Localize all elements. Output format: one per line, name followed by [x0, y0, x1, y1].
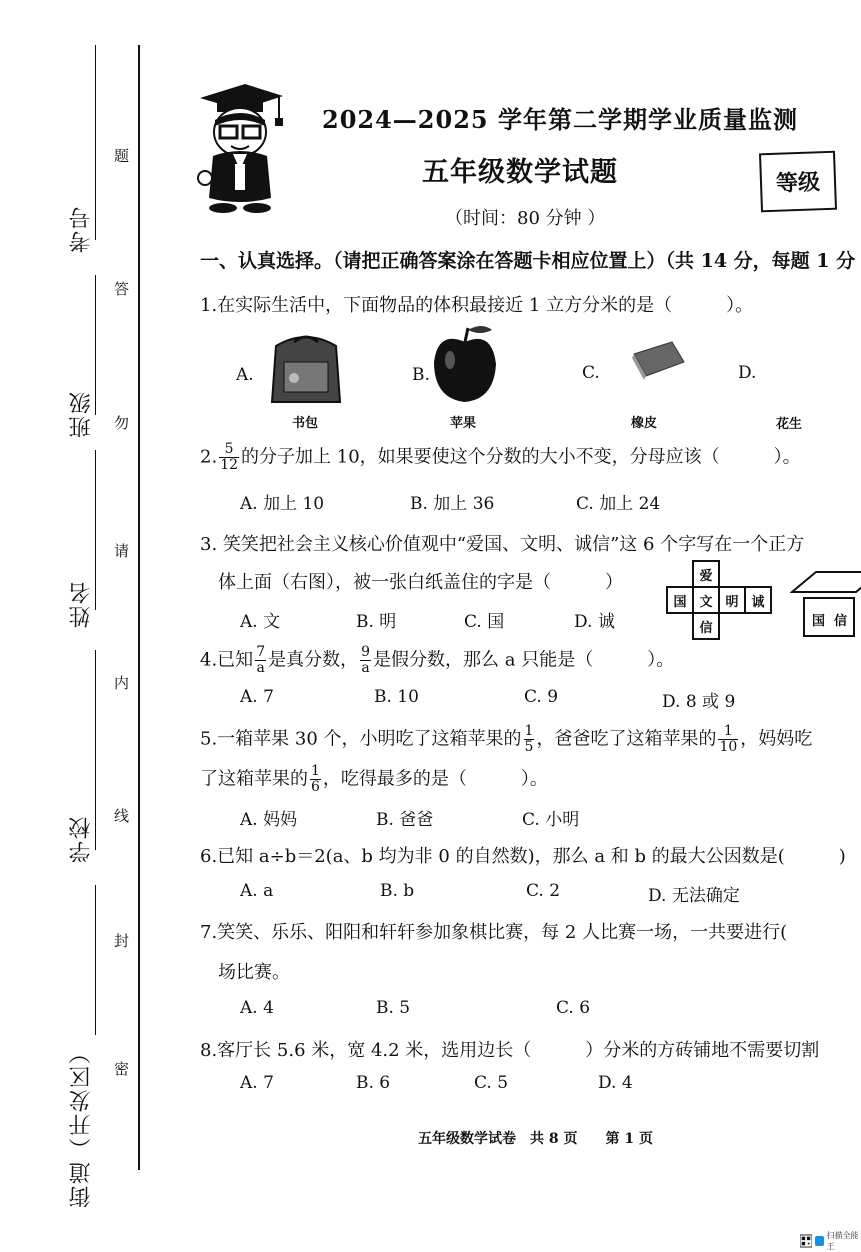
q6-option-c[interactable]: C. 2: [526, 881, 561, 901]
q3-option-c[interactable]: C. 国: [464, 612, 505, 632]
q2-text: [200, 442, 801, 473]
q1-caption-c: 橡皮: [631, 416, 658, 431]
q1-caption-d: 花生: [776, 417, 803, 432]
school-label: 学校: [69, 815, 94, 863]
net-cell: 信: [693, 613, 719, 639]
qr-code-icon: [800, 1234, 812, 1248]
q1-caption-b: 苹果: [450, 416, 477, 431]
exam-number-label: 考号: [69, 205, 94, 253]
q3-line-1: 3. 笑笑把社会主义核心价值观中“爱国、文明、诚信”这 6 个字写在一个正方: [200, 534, 805, 555]
q5-line-2-part-2: ，吃得最多的是（ ）。: [322, 768, 548, 790]
q3-option-d[interactable]: D. 诚: [574, 612, 615, 632]
q6-option-b[interactable]: B. b: [380, 881, 415, 901]
q5-fraction-1-numerator: 1: [524, 724, 534, 739]
q6-option-d[interactable]: D. 无法确定: [648, 886, 740, 906]
q4-middle-text: 是真分数，: [268, 649, 359, 671]
binding-border-line: [138, 45, 140, 1170]
q5-fraction-1-denominator: 5: [524, 739, 534, 755]
q4-text: [200, 645, 674, 676]
q4-fraction-2: [360, 645, 371, 676]
net-cell: 爱: [693, 561, 719, 587]
seal-char-8: 密: [114, 1060, 130, 1078]
q5-fraction-2-denominator: 10: [719, 739, 738, 755]
grade-box: [759, 151, 837, 213]
q5-line-1-part-3: ，妈妈吃: [740, 728, 813, 750]
class-blank: [95, 275, 96, 415]
seal-char-2: 答: [114, 280, 130, 298]
q2-number: 2.: [200, 446, 218, 468]
seal-char-7: 封: [114, 932, 130, 950]
q5-line-1: [200, 724, 861, 755]
q4-fraction-1-numerator: 7: [256, 644, 266, 660]
q4-option-a[interactable]: A. 7: [240, 687, 274, 707]
net-cell: 文: [693, 587, 719, 613]
q5-option-c[interactable]: C. 小明: [522, 810, 580, 830]
q7-option-c[interactable]: C. 6: [556, 998, 591, 1018]
school-blank: [95, 650, 96, 850]
exam-number-blank: [95, 45, 96, 240]
seal-char-6: 线: [114, 807, 130, 825]
q7-line-1: 7.笑笑、乐乐、阳阳和轩轩参加象棋比赛，每 2 人比赛一场，一共要进行(: [200, 922, 788, 943]
q3-option-b[interactable]: B. 明: [356, 612, 397, 632]
q5-option-a[interactable]: A. 妈妈: [240, 810, 298, 830]
q4-fraction-2-numerator: 9: [361, 644, 371, 660]
q1-option-d[interactable]: D.: [738, 363, 757, 383]
name-blank: [95, 450, 96, 610]
q7-option-a[interactable]: A. 4: [240, 998, 274, 1018]
q5-fraction-1: [524, 724, 535, 755]
covered-cube-icon: [790, 568, 861, 640]
net-cell: 明: [719, 587, 745, 613]
exam-title: 2024—2025 学年第二学期学业质量监测: [322, 105, 798, 134]
scanner-watermark-label: 扫描全能王: [826, 1231, 859, 1251]
cube-net-diagram: [666, 560, 772, 640]
q7-option-b[interactable]: B. 5: [376, 998, 411, 1018]
q7-line-2: 场比赛。: [218, 962, 290, 983]
q8-option-c[interactable]: C. 5: [474, 1073, 509, 1093]
class-label: 班级: [69, 390, 94, 438]
seal-char-5: 内: [114, 674, 130, 692]
q2-fraction-denominator: 12: [220, 457, 239, 473]
apple-icon: [430, 322, 500, 406]
q2-option-b[interactable]: B. 加上 36: [410, 494, 495, 514]
seal-char-4: 请: [114, 542, 130, 560]
q2-fraction: [219, 442, 239, 473]
q4-stem: 是假分数，那么 a 只能是（ ）。: [373, 649, 675, 671]
q5-fraction-3-numerator: 1: [311, 763, 320, 779]
scanner-watermark: [800, 1230, 861, 1252]
covered-cube-diagram: [790, 568, 861, 640]
q5-fraction-2-numerator: 1: [718, 724, 738, 740]
q6-option-a[interactable]: A. a: [240, 881, 274, 901]
q2-fraction-numerator: 5: [219, 442, 239, 458]
cube-face-left: 国: [812, 614, 826, 629]
seal-char-1: 题: [114, 147, 130, 165]
schoolbag-icon: [266, 326, 346, 406]
q4-fraction-2-denominator: a: [361, 660, 370, 676]
district-blank: [95, 885, 96, 1035]
q8-option-d[interactable]: D. 4: [598, 1073, 633, 1093]
eraser-icon: [628, 338, 688, 383]
page-footer: 五年级数学试卷 共 8 页 第 1 页: [418, 1131, 653, 1147]
q8-text: 8.客厅长 5.6 米，宽 4.2 米，选用边长（ ）分米的方砖铺地不需要切割: [200, 1040, 820, 1061]
q5-fraction-3: [310, 764, 321, 795]
q5-line-2: [200, 764, 548, 795]
q2-option-a[interactable]: A. 加上 10: [240, 494, 325, 514]
q4-number: 4.已知: [200, 649, 254, 671]
net-cell: 国: [667, 587, 693, 613]
scanner-logo-icon: [815, 1236, 824, 1246]
q1-option-c[interactable]: C.: [582, 363, 600, 383]
exam-subtitle: 五年级数学试题: [422, 157, 618, 188]
q3-option-a[interactable]: A. 文: [240, 612, 281, 632]
seal-char-3: 勿: [114, 414, 130, 432]
q5-fraction-3-denominator: 6: [311, 779, 320, 795]
net-cell: 诚: [745, 587, 771, 613]
q2-option-c[interactable]: C. 加上 24: [576, 494, 661, 514]
q3-line-2: 体上面（右图），被一张白纸盖住的字是（ ）: [218, 572, 623, 593]
q1-caption-a: 书包: [292, 416, 319, 431]
q8-option-b[interactable]: B. 6: [356, 1073, 391, 1093]
q8-option-a[interactable]: A. 7: [240, 1073, 274, 1093]
q1-text: 1.在实际生活中，下面物品的体积最接近 1 立方分米的是（ ）。: [200, 295, 754, 316]
q4-fraction-1: [255, 645, 266, 676]
q4-fraction-1-denominator: a: [256, 660, 265, 676]
q5-line-2-part-1: 了这箱苹果的: [200, 768, 308, 790]
q5-line-1-part-1: 5.一箱苹果 30 个，小明吃了这箱苹果的: [200, 728, 522, 750]
q6-text: 6.已知 a÷b＝2(a、b 均为非 0 的自然数)，那么 a 和 b 的最大公因数是( ): [200, 846, 846, 867]
q4-option-d[interactable]: D. 8 或 9: [662, 692, 736, 712]
q5-line-1-part-2: ，爸爸吃了这箱苹果的: [536, 728, 717, 750]
q2-stem: 的分子加上 10，如果要使这个分数的大小不变，分母应该（ ）。: [241, 446, 801, 468]
q5-fraction-2: [718, 724, 738, 755]
q5-option-b[interactable]: B. 爸爸: [376, 810, 434, 830]
name-label: 姓名: [69, 580, 94, 628]
exam-time: （时间：80 分钟 ）: [445, 208, 606, 229]
graduate-mascot-icon: [195, 80, 290, 215]
cube-face-right: 信: [834, 614, 848, 629]
section-1-heading: 一、认真选择。（请把正确答案涂在答题卡相应位置上）（共 14 分，每题 1 分: [200, 250, 856, 272]
q1-option-b[interactable]: B.: [412, 365, 430, 385]
q4-option-b[interactable]: B. 10: [374, 687, 419, 707]
grade-label: 等级: [775, 169, 821, 197]
q1-option-a[interactable]: A.: [236, 365, 254, 385]
district-label: 街道（开发区）: [69, 1040, 94, 1208]
q4-option-c[interactable]: C. 9: [524, 687, 559, 707]
